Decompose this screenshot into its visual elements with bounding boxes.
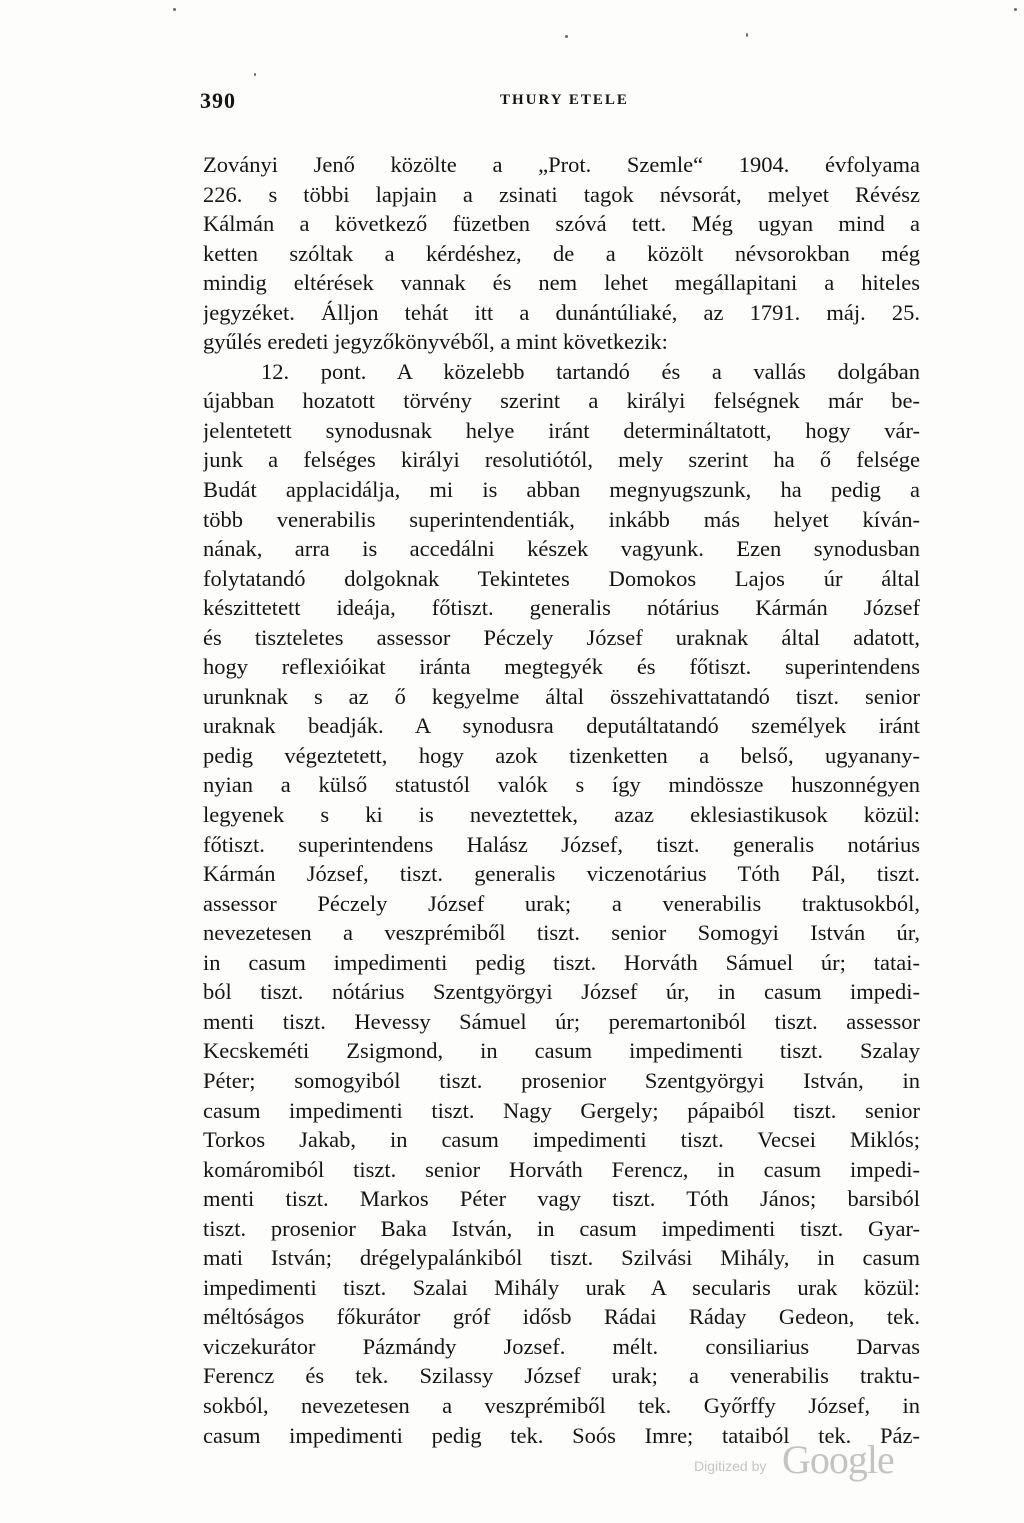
watermark-logo: Google [782,1437,894,1482]
text-line: hogy reflexióikat iránta megtegyék és főtiszt. superintendens [203,654,920,680]
text-line: főtiszt. superintendens Halász József, tiszt. generalis notárius [203,831,920,857]
text-line: impedimenti tiszt. Szalai Mihály urak A secularis urak közül: [203,1274,920,1300]
text-line: ketten szóltak a kérdéshez, de a közölt névsorokban még [203,240,920,266]
text-line: komáromiból tiszt. senior Horváth Ferencz, in casum impedi- [203,1156,920,1182]
text-line: nyian a külső statustól valók s így mindössze huszonnégyen [203,772,920,798]
text-line: jelentetett synodusnak helye iránt determináltatott, hogy vár- [203,417,920,443]
text-line: jegyzéket. Álljon tehát itt a dunántúliaké, az 1791. máj. 25. [203,299,920,325]
text-line: Kecskeméti Zsigmond, in casum impedimenti tiszt. Szalay [203,1038,920,1064]
text-line: viczekurátor Pázmándy Jozsef. mélt. consiliarius Darvas [203,1333,920,1359]
text-line: Zoványi Jenő közölte a „Prot. Szemle“ 1904. évfolyama [203,152,920,177]
text-line: mindig eltérések vannak és nem lehet megállapitani a hiteles [203,270,920,296]
text-line: 12. pont. A közelebb tartandó és a vallás dolgában [261,358,920,384]
running-head [200,88,920,118]
text-line: urunknak s az ő kegyelme által összehivattatandó tiszt. senior [203,683,920,709]
text-line: nának, arra is accedálni készek vagyunk. Ezen synodusban [203,536,920,562]
text-line: Torkos Jakab, in casum impedimenti tiszt. Vecsei Miklós; [203,1127,920,1153]
watermark-prefix: Digitized by [694,1458,767,1474]
scan-speck [254,73,256,76]
text-line: 226. s többi lapjain a zsinati tagok névsorát, melyet Révész [203,181,920,207]
text-line: újabban hozatott törvény szerint a királyi felségnek már be- [203,388,920,414]
text-line: készittetett ideája, főtiszt. generalis nótárius Kármán József [203,595,920,621]
text-line: legyenek s ki is neveztettek, azaz eklesiastikusok közül: [203,802,920,828]
text-line: menti tiszt. Hevessy Sámuel úr; peremartoniból tiszt. assessor [203,1008,920,1034]
digitization-watermark [694,1436,914,1486]
text-line: Péter; somogyiból tiszt. prosenior Szentgyörgyi István, in [203,1067,920,1093]
scan-speck [1014,8,1017,11]
text-line: sokból, nevezetesen a veszprémiből tek. Győrffy József, in [203,1392,920,1418]
body-text [203,150,920,1450]
text-line: folytatandó dolgoknak Tekintetes Domokos Lajos úr által [203,565,920,591]
running-title: THURY ETELE [500,92,629,108]
scan-speck [173,8,176,11]
page-number: 390 [200,88,236,113]
text-line: pedig végeztetett, hogy azok tizenketten a belső, ugyanany- [203,742,920,768]
text-line: ból tiszt. nótárius Szentgyörgyi József úr, in casum impedi- [203,979,920,1005]
text-line: menti tiszt. Markos Péter vagy tiszt. Tóth János; barsiból [203,1186,920,1212]
text-line: Budát applacidálja, mi is abban megnyugszunk, ha pedig a [203,477,920,503]
text-line: méltóságos főkurátor gróf idősb Rádai Ráday Gedeon, tek. [203,1304,920,1330]
text-line: tiszt. prosenior Baka István, in casum impedimenti tiszt. Gyar- [203,1215,920,1241]
text-line: mati István; drégelypalánkiból tiszt. Szilvási Mihály, in casum [203,1245,920,1271]
text-line: in casum impedimenti pedig tiszt. Horváth Sámuel úr; tatai- [203,949,920,975]
scan-speck [565,35,568,38]
text-line: casum impedimenti tiszt. Nagy Gergely; pápaiból tiszt. senior [203,1097,920,1123]
text-line: nevezetesen a veszprémiből tiszt. senior Somogyi István úr, [203,920,920,946]
text-line: junk a felséges királyi resolutiótól, mely szerint ha ő felsége [203,447,920,473]
text-line: Kálmán a következő füzetben szóvá tett. Még ugyan mind a [203,211,920,237]
text-line: több venerabilis superintendentiák, inkább más helyet kíván- [203,506,920,532]
text-line: assessor Péczely József urak; a venerabilis traktusokból, [203,890,920,916]
text-line: casum impedimenti pedig tek. Soós Imre; tataiból tek. Páz- [203,1422,920,1448]
text-line: gyűlés eredeti jegyzőkönyvéből, a mint következik: [203,329,668,355]
text-line: Ferencz és tek. Szilassy József urak; a venerabilis traktu- [203,1363,920,1389]
text-line: Kármán József, tiszt. generalis viczenotárius Tóth Pál, tiszt. [203,861,920,887]
text-line: és tiszteletes assessor Péczely József uraknak által adatott, [203,624,920,650]
text-line: uraknak beadják. A synodusra deputáltatandó személyek iránt [203,713,920,739]
scan-speck [746,33,748,37]
